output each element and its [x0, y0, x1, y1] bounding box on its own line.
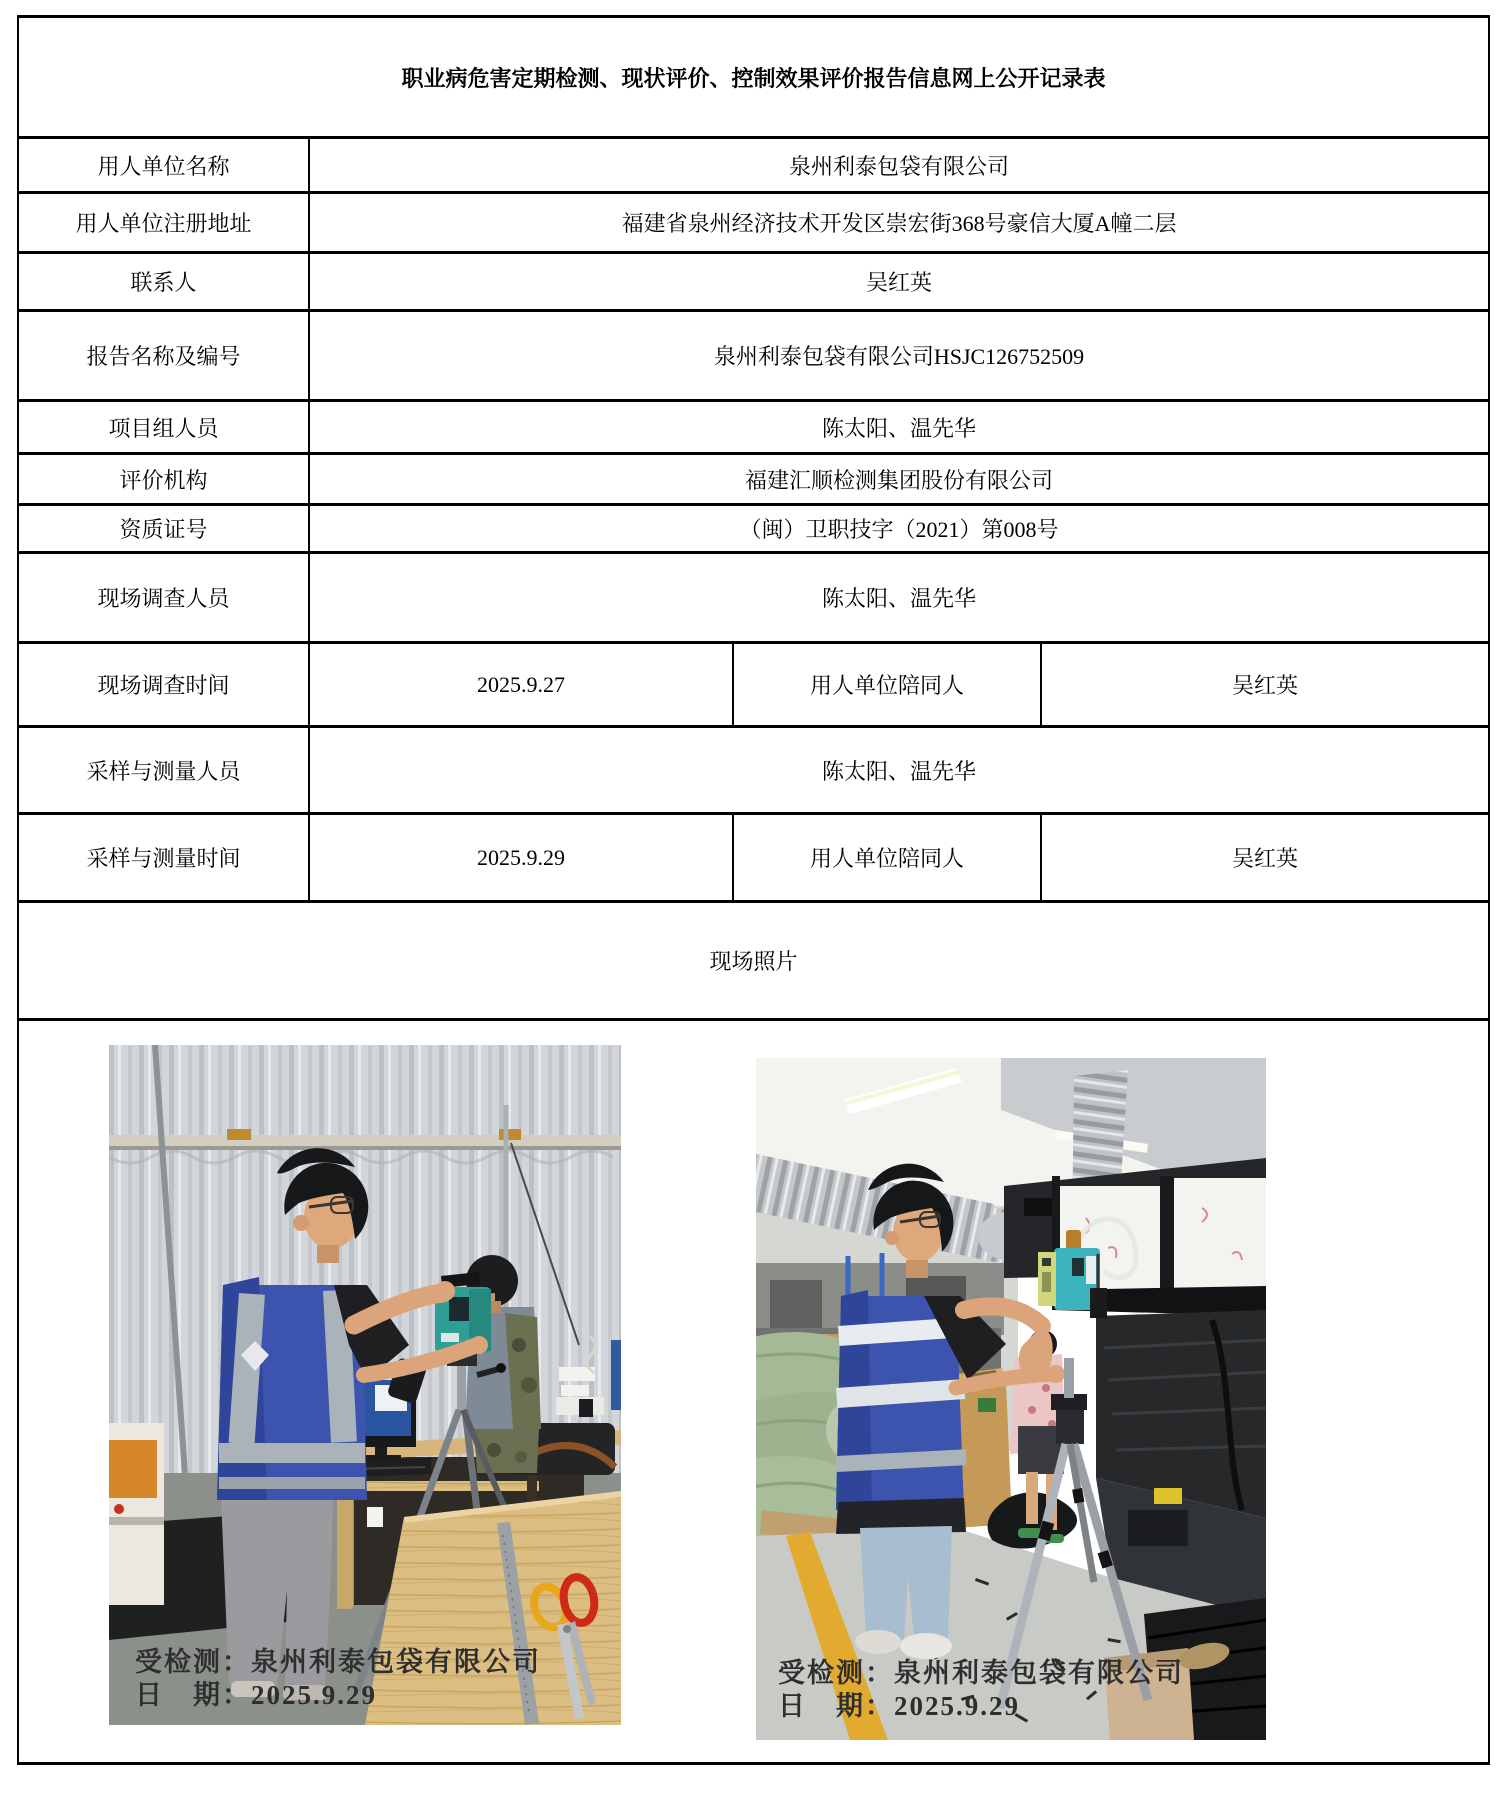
table-row-title — [18, 17, 1489, 138]
sampling-time-label: 采样与测量时间 — [18, 814, 309, 902]
qualification-no-value: （闽）卫职技字（2021）第008号 — [309, 505, 1489, 553]
table-row-employer-name — [18, 138, 1489, 193]
table-row-photos-header — [18, 902, 1489, 1020]
survey-escort-value: 吴红英 — [1041, 643, 1489, 727]
survey-escort-label: 用人单位陪同人 — [733, 643, 1041, 727]
report-name-number-label: 报告名称及编号 — [18, 311, 309, 401]
project-team-label: 项目组人员 — [18, 401, 309, 454]
table-row-survey-time — [18, 643, 1489, 727]
table-row-registered-address — [18, 193, 1489, 253]
photos-area — [18, 1020, 1489, 1764]
sampling-personnel-value: 陈太阳、温先华 — [309, 727, 1489, 814]
sampling-personnel-label: 采样与测量人员 — [18, 727, 309, 814]
contact-person-value: 吴红英 — [309, 253, 1489, 311]
survey-time-value: 2025.9.27 — [309, 643, 733, 727]
survey-personnel-label: 现场调查人员 — [18, 553, 309, 643]
table-row-sampling-personnel — [18, 727, 1489, 814]
table-row-evaluation-agency — [18, 454, 1489, 505]
report-name-number-value: 泉州利泰包袋有限公司HSJC126752509 — [309, 311, 1489, 401]
employer-name-value: 泉州利泰包袋有限公司 — [309, 138, 1489, 193]
sampling-escort-label: 用人单位陪同人 — [733, 814, 1041, 902]
photos-header: 现场照片 — [18, 902, 1489, 1020]
evaluation-agency-label: 评价机构 — [18, 454, 309, 505]
watermark-line1: 受检测：泉州利泰包袋有限公司 — [778, 1658, 1184, 1688]
machine-panel-2 — [1172, 1178, 1266, 1290]
watermark-line1: 受检测：泉州利泰包袋有限公司 — [135, 1647, 541, 1677]
table-row-sampling-time — [18, 814, 1489, 902]
project-team-value: 陈太阳、温先华 — [309, 401, 1489, 454]
second-monitor-edge — [611, 1340, 621, 1410]
sampling-time-value: 2025.9.29 — [309, 814, 733, 902]
site-photo-left — [109, 1045, 621, 1725]
watermark-line2: 日 期：2025.9.29 — [135, 1680, 377, 1710]
registered-address-value: 福建省泉州经济技术开发区崇宏街368号豪信大厦A幢二层 — [309, 193, 1489, 253]
employer-name-label: 用人单位名称 — [18, 138, 309, 193]
survey-time-label: 现场调查时间 — [18, 643, 309, 727]
cutting-table — [365, 1491, 621, 1725]
table-row-project-team — [18, 401, 1489, 454]
contact-person-label: 联系人 — [18, 253, 309, 311]
registered-address-label: 用人单位注册地址 — [18, 193, 309, 253]
page-title: 职业病危害定期检测、现状评价、控制效果评价报告信息网上公开记录表 — [18, 17, 1489, 138]
watermark-line2: 日 期：2025.9.29 — [778, 1691, 1020, 1721]
record-form-table — [17, 15, 1490, 1765]
qualification-no-label: 资质证号 — [18, 505, 309, 553]
survey-personnel-value: 陈太阳、温先华 — [309, 553, 1489, 643]
table-row-survey-personnel — [18, 553, 1489, 643]
sampling-escort-value: 吴红英 — [1041, 814, 1489, 902]
table-row-qualification-no — [18, 505, 1489, 553]
side-machine — [109, 1423, 164, 1605]
table-row-photos — [18, 1020, 1489, 1764]
evaluation-agency-value: 福建汇顺检测集团股份有限公司 — [309, 454, 1489, 505]
site-photo-right — [756, 1058, 1266, 1740]
table-row-report-name-number — [18, 311, 1489, 401]
table-row-contact-person — [18, 253, 1489, 311]
